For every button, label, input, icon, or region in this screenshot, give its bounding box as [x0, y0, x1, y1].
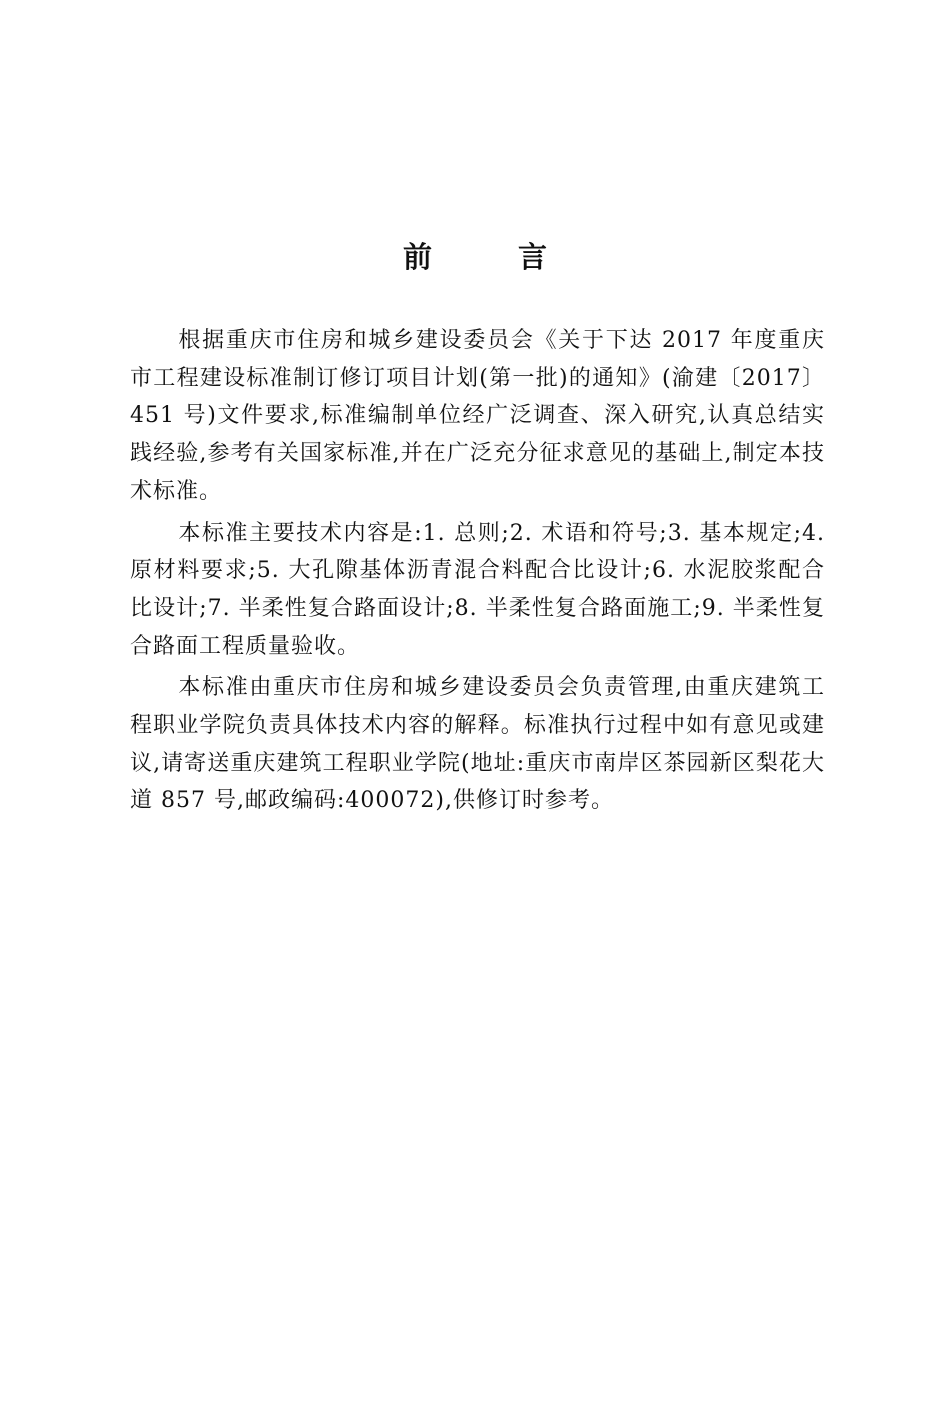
preface-body	[130, 322, 825, 824]
paragraph-management: 本标准由重庆市住房和城乡建设委员会负责管理,由重庆建筑工程职业学院负责具体技术内容的解释。标准执行过程中如有意见或建议,请寄送重庆建筑工程职业学院(地址:重庆市南岸区茶园新区梨花大道 857 号,邮政编码:400072),供修订时参考。	[130, 675, 825, 814]
paragraph-contents: 本标准主要技术内容是:1. 总则;2. 术语和符号;3. 基本规定;4. 原材料要求;5. 大孔隙基体沥青混合料配合比设计;6. 水泥胶浆配合比设计;7. 半柔性复合路面设计;8. 半柔性复合路面施工;9. 半柔性复合路面工程质量验收。	[130, 520, 825, 659]
paragraph-basis: 根据重庆市住房和城乡建设委员会《关于下达 2017 年度重庆市工程建设标准制订修订项目计划(第一批)的通知》(渝建〔2017〕451 号)文件要求,标准编制单位经广泛调查、深入研究,认真总结实践经验,参考有关国家标准,并在广泛充分征求意见的基础上,制定本技术标准。	[130, 328, 825, 504]
page-title: 前 言	[402, 240, 586, 274]
